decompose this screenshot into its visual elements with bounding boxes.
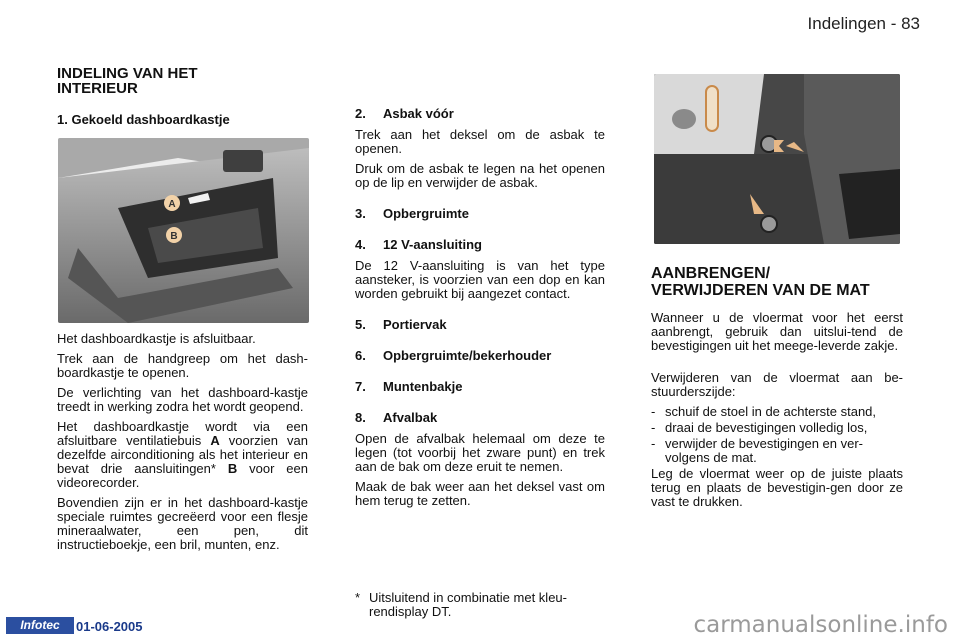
- section-title: INDELING VAN HET INTERIEUR: [57, 65, 198, 97]
- rotate-arrow-icon: [706, 86, 718, 131]
- left-column: [57, 66, 307, 134]
- page-header: Indelingen - 83: [807, 14, 920, 33]
- footnote-star: *: [355, 590, 361, 605]
- list-item: - schuif de stoel in de achterste stand,: [651, 404, 877, 419]
- mat-fastener-icon: [761, 216, 777, 232]
- item-2-paragraph-2: Druk om de asbak te legen na het openen op de lip en verwijder de asbak.: [355, 161, 605, 190]
- item-8-paragraph-1: Open de afvalbak helemaal om deze te legen (tot voorbij het zware punt) en trek aan de bak om deze eruit te nemen.: [355, 431, 605, 474]
- mat-paragraph-3: Leg de vloermat weer op de juiste plaats terug en plaats de bevestigin-gen door ze vast te drukken.: [651, 466, 903, 509]
- label-b-text: B: [170, 231, 178, 242]
- footer-date: 01-06-2005: [76, 619, 143, 634]
- item-3-heading: 3. Opbergruimte: [355, 206, 469, 221]
- list-item: - verwijder de bevestigingen en ver-volgens de mat.: [651, 436, 863, 465]
- glovebox-paragraph-4: Het dashboardkastje wordt via een afsluitbare ventilatiebuis A voorzien van dezelfde airconditioning als het interieur en bevat drie aansluitingen* B voor een videorecorder.: [57, 419, 309, 490]
- item-4-paragraph-1: De 12 V-aansluiting is van het type aansteker, is voorzien van een dop en kan worden gebruikt bij aangezet contact.: [355, 258, 605, 301]
- item-5-heading: 5. Portiervak: [355, 317, 447, 332]
- glovebox-paragraph-1: Het dashboardkastje is afsluitbaar.: [57, 331, 256, 346]
- item-2-paragraph-1: Trek aan het deksel om de asbak te openen.: [355, 127, 605, 156]
- list-item: - draai de bevestigingen volledig los,: [651, 420, 868, 435]
- left-text: [57, 332, 308, 558]
- item-8-heading: 8. Afvalbak: [355, 410, 438, 425]
- item-4-heading: 4. 12 V-aansluiting: [355, 237, 482, 252]
- mat-section-title-line-1: AANBRENGEN/: [651, 265, 771, 282]
- mat-paragraph-1: Wanneer u de vloermat voor het eerst aanbrengt, gebruik dan uitslui-tend de bevestigingen uit het meege-leverde zakje.: [651, 310, 903, 353]
- right-column: [651, 265, 903, 515]
- glovebox-photo: [58, 138, 309, 323]
- item-1-heading: 1. Gekoeld dashboardkastje: [57, 112, 230, 127]
- middle-column: [355, 106, 605, 514]
- item-7-heading: 7. Muntenbakje: [355, 379, 463, 394]
- floor-mat-photo: [654, 74, 900, 244]
- watermark: carmanualsonline.info: [693, 612, 948, 638]
- glovebox-paragraph-2: Trek aan de handgreep om het dash-boardkastje te openen.: [57, 351, 308, 380]
- item-2-heading: 2. Asbak vóór: [355, 106, 454, 121]
- item-8-paragraph-2: Maak de bak weer aan het deksel vast om hem terug te zetten.: [355, 479, 605, 508]
- footnote-text: Uitsluitend in combinatie met kleu-rendisplay DT.: [369, 590, 567, 619]
- glovebox-paragraph-3: De verlichting van het dashboard-kastje treedt in werking zodra het wordt geopend.: [57, 385, 308, 414]
- mat-section-title-line-2: VERWIJDEREN VAN DE MAT: [651, 282, 870, 299]
- footnote: [355, 591, 605, 619]
- infotec-logo: Infotec: [6, 617, 74, 634]
- glovebox-paragraph-5: Bovendien zijn er in het dashboard-kastje speciale ruimtes gecreëerd voor een flesje mineraalwater, een pen, dit instructieboekje, een bril, munten, enz.: [57, 495, 308, 552]
- mat-paragraph-2: Verwijderen van de vloermat aan be-stuurderszijde:: [651, 370, 903, 399]
- item-6-heading: 6. Opbergruimte/bekerhouder: [355, 348, 552, 363]
- label-a-text: A: [168, 199, 176, 210]
